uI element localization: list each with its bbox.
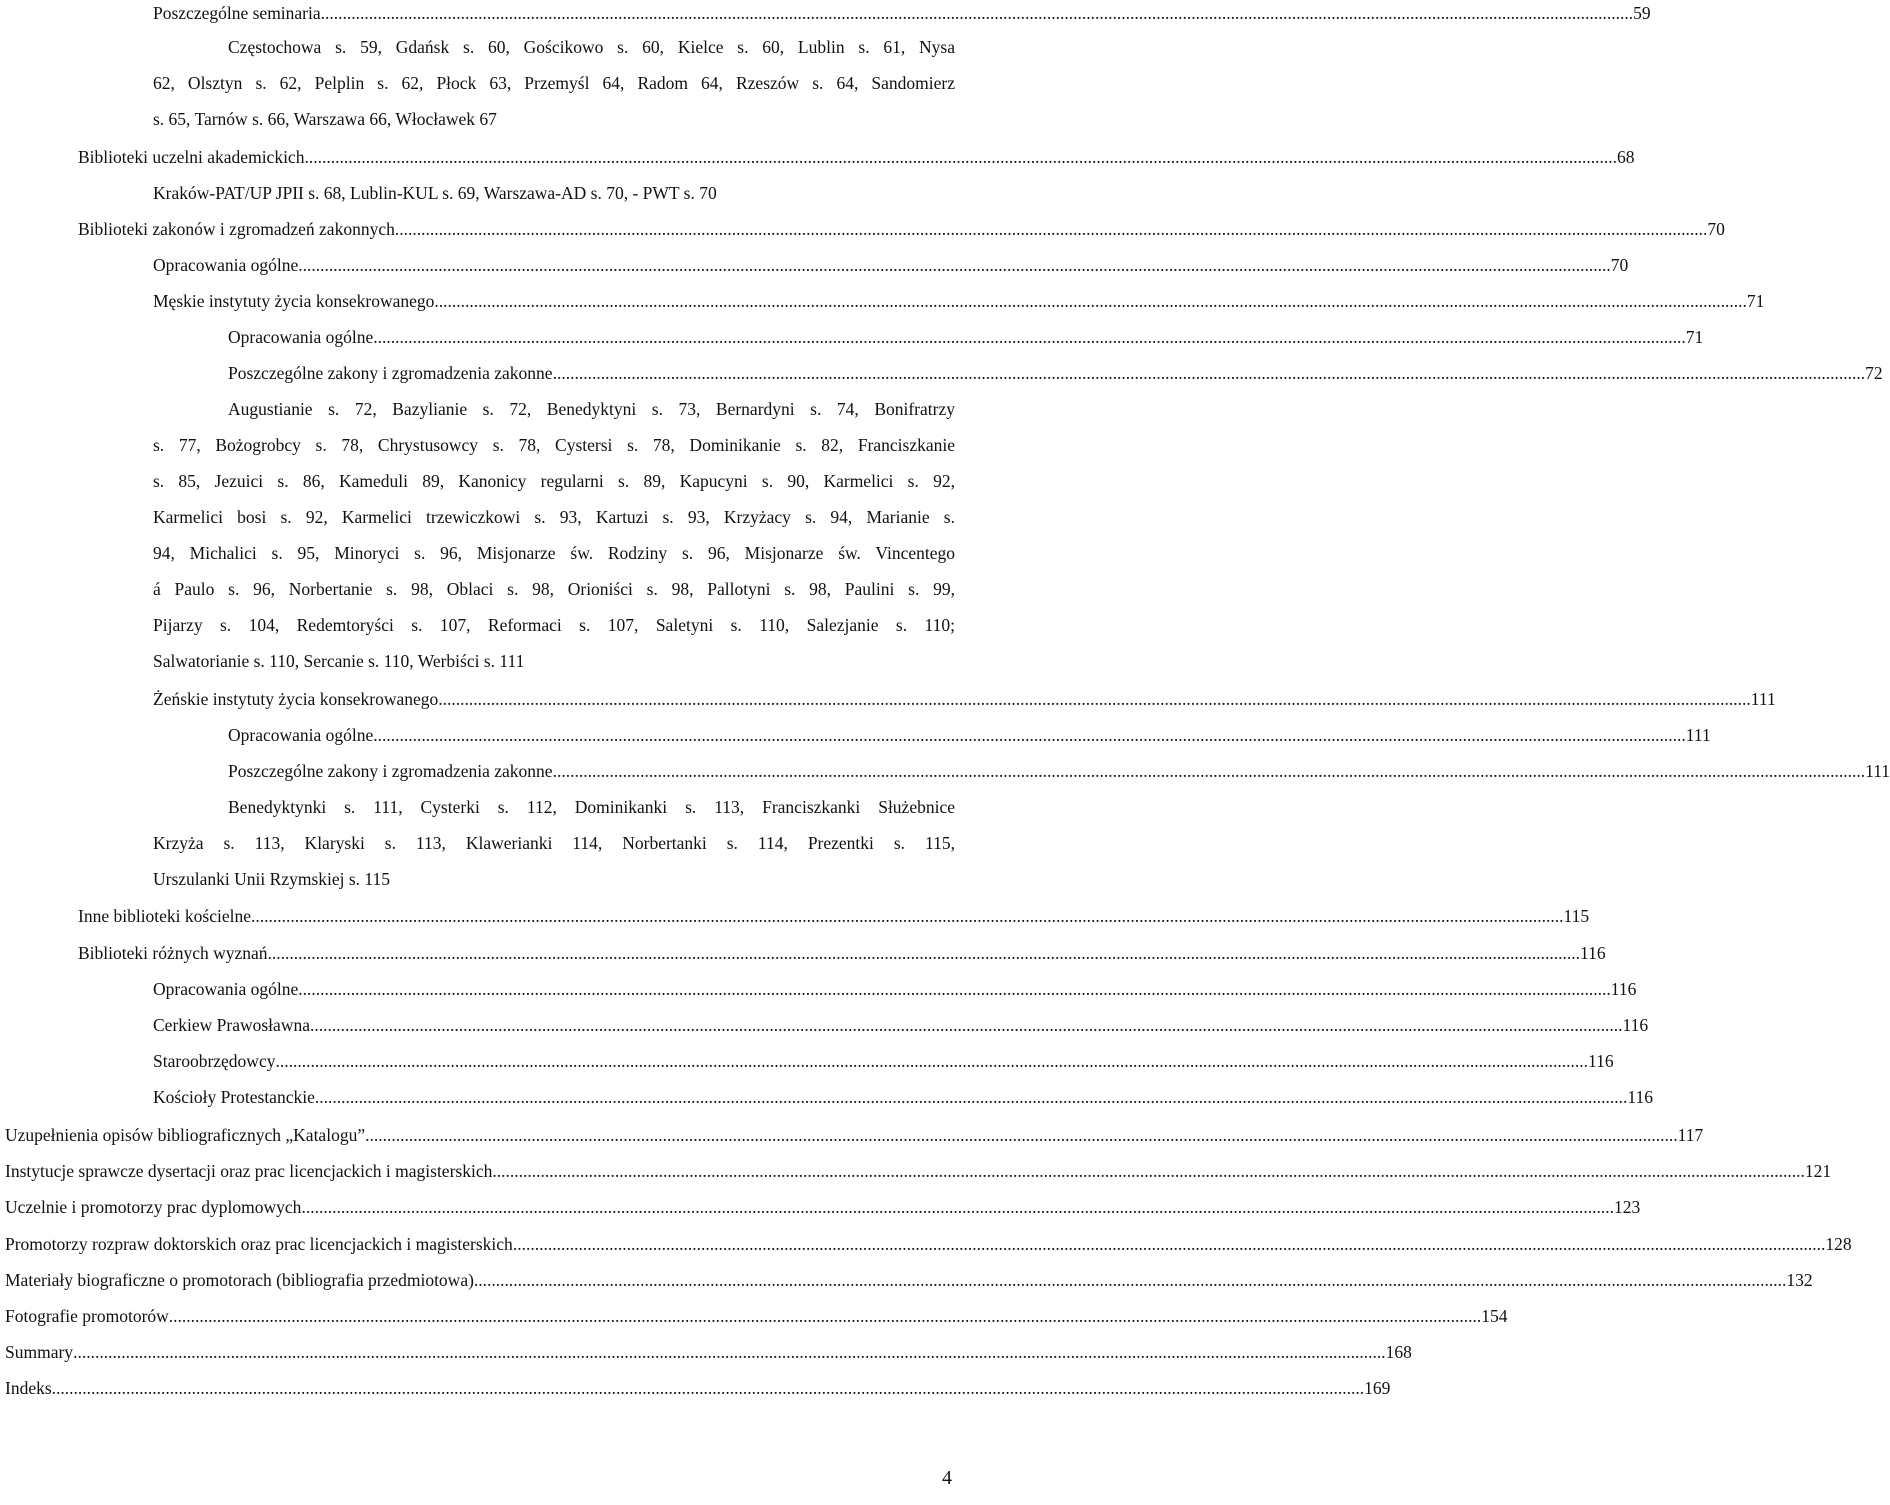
toc-entry xyxy=(228,758,1890,784)
toc-entry xyxy=(78,940,1606,966)
toc-entry-page: 132 xyxy=(1786,1270,1813,1290)
toc-leader-dots: ............................................................................................................................................................................................................................................................................................................ xyxy=(298,255,1611,275)
toc-leader-dots: ............................................................................................................................................................................................................................................................................................................ xyxy=(552,761,1866,781)
toc-leader-dots: ............................................................................................................................................................................................................................................................................................................ xyxy=(309,1015,1623,1035)
toc-entry-label: Uczelnie i promotorzy prac dyplomowych xyxy=(5,1197,302,1217)
toc-entry-page: 123 xyxy=(1613,1197,1641,1217)
toc-entry-page: 72 xyxy=(1865,363,1883,383)
toc-entry xyxy=(153,976,1637,1002)
toc-entry-page: 71 xyxy=(1685,327,1704,347)
toc-entry-page: 169 xyxy=(1364,1378,1391,1398)
toc-subentry-text: Krzyża s. 113, Klaryski s. 113, Klawerianki 114, Norbertanki s. 114, Prezentki s. 115, xyxy=(153,833,955,853)
toc-entry-page: 116 xyxy=(1610,979,1637,999)
toc-entry-label: Biblioteki różnych wyznań xyxy=(78,943,268,963)
toc-leader-dots: ............................................................................................................................................................................................................................................................................................................ xyxy=(365,1125,1678,1145)
toc-entry-page: 154 xyxy=(1481,1306,1508,1326)
toc-leader-dots: ............................................................................................................................................................................................................................................................................................................ xyxy=(438,689,1751,709)
toc-leader-dots: ............................................................................................................................................................................................................................................................................................................ xyxy=(304,147,1617,167)
toc-leader-dots: ............................................................................................................................................................................................................................................................................................................ xyxy=(275,1051,1588,1071)
toc-entry xyxy=(153,1084,1653,1110)
toc-entry-page: 116 xyxy=(1587,1051,1614,1071)
toc-entry-page: 117 xyxy=(1677,1125,1704,1145)
toc-leader-dots: ............................................................................................................................................................................................................................................................................................................ xyxy=(73,1342,1386,1362)
toc-subentry-text: s. 85, Jezuici s. 86, Kameduli 89, Kanonicy regularni s. 89, Kapucyni s. 90, Karmelici s. 92, xyxy=(153,471,955,491)
toc-entry-page: 111 xyxy=(1685,725,1711,745)
toc-entry-label: Biblioteki zakonów i zgromadzeń zakonnych xyxy=(78,219,395,239)
toc-leader-dots: ............................................................................................................................................................................................................................................................................................................ xyxy=(267,943,1581,963)
toc-entry-page: 168 xyxy=(1385,1342,1412,1362)
toc-entry xyxy=(153,1012,1649,1038)
toc-entry-page: 121 xyxy=(1804,1161,1832,1181)
toc-entry-page: 116 xyxy=(1622,1015,1649,1035)
toc-entry-label: Promotorzy rozpraw doktorskich oraz prac licencjackich i magisterskich xyxy=(5,1234,513,1254)
toc-subentry-text: 62, Olsztyn s. 62, Pelplin s. 62, Płock 63, Przemyśl 64, Radom 64, Rzeszów s. 64, Sandomierz xyxy=(153,73,955,93)
toc-entry xyxy=(153,1048,1614,1074)
toc-entry-label: Biblioteki uczelni akademickich xyxy=(78,147,305,167)
toc-entry-label: Indeks xyxy=(5,1378,52,1398)
toc-entry-page: 115 xyxy=(1563,906,1590,926)
toc-subentry-text: á Paulo s. 96, Norbertanie s. 98, Oblaci s. 98, Orioniści s. 98, Pallotyni s. 98, Paulini s. 99, xyxy=(153,579,955,599)
toc-leader-dots: ............................................................................................................................................................................................................................................................................................................ xyxy=(168,1306,1482,1326)
toc-leader-dots: ............................................................................................................................................................................................................................................................................................................ xyxy=(51,1378,1365,1398)
toc-entry xyxy=(5,1194,1641,1220)
toc-entry xyxy=(78,144,1635,170)
toc-entry-label: Materiały biograficzne o promotorach (bibliografia przedmiotowa) xyxy=(5,1270,474,1290)
toc-entry-label: Poszczególne zakony i zgromadzenia zakonne xyxy=(228,363,553,383)
toc-entry xyxy=(228,324,1704,350)
toc-entry-label: Kościoły Protestanckie xyxy=(153,1087,315,1107)
toc-leader-dots: ............................................................................................................................................................................................................................................................................................................ xyxy=(512,1234,1826,1254)
toc-entry-page: 70 xyxy=(1707,219,1725,239)
toc-leader-dots: ............................................................................................................................................................................................................................................................................................................ xyxy=(314,1087,1628,1107)
toc-leader-dots: ............................................................................................................................................................................................................................................................................................................ xyxy=(298,979,1611,999)
toc-entry xyxy=(5,1158,1832,1184)
toc-entry xyxy=(153,0,1651,26)
toc-entry-label: Cerkiew Prawosławna xyxy=(153,1015,310,1035)
toc-entry-page: 70 xyxy=(1610,255,1629,275)
toc-subentry-text: Częstochowa s. 59, Gdańsk s. 60, Gościkowo s. 60, Kielce s. 60, Lublin s. 61, Nysa xyxy=(228,37,955,57)
toc-subentry-text: Urszulanki Unii Rzymskiej s. 115 xyxy=(153,869,391,889)
toc-entry-label: Poszczególne seminaria xyxy=(153,3,321,23)
toc-subentry-text: s. 65, Tarnów s. 66, Warszawa 66, Włocławek 67 xyxy=(153,109,497,129)
toc-subentry-text: 94, Michalici s. 95, Minoryci s. 96, Misjonarze św. Rodziny s. 96, Misjonarze św. Vincentego xyxy=(153,543,955,563)
toc-entry-label: Opracowania ogólne xyxy=(153,979,299,999)
toc-entry-label: Męskie instytuty życia konsekrowanego xyxy=(153,291,435,311)
toc-entry-label: Inne biblioteki kościelne xyxy=(78,906,252,926)
toc-entry-page: 71 xyxy=(1746,291,1765,311)
toc-entry-label: Summary xyxy=(5,1342,74,1362)
toc-entry-page: 116 xyxy=(1580,943,1606,963)
toc-leader-dots: ............................................................................................................................................................................................................................................................................................................ xyxy=(373,725,1686,745)
toc-entry-page: 59 xyxy=(1633,3,1651,23)
toc-leader-dots: ............................................................................................................................................................................................................................................................................................................ xyxy=(320,3,1634,23)
toc-entry-page: 128 xyxy=(1825,1234,1852,1254)
toc-entry xyxy=(228,360,1883,386)
toc-entry-label: Fotografie promotorów xyxy=(5,1306,169,1326)
toc-entry-page: 111 xyxy=(1750,689,1776,709)
toc-entry-label: Opracowania ogólne xyxy=(153,255,299,275)
toc-entry xyxy=(5,1303,1508,1329)
toc-entry xyxy=(153,686,1776,712)
toc-entry-page: 111 xyxy=(1865,761,1890,781)
toc-subentry-text: Augustianie s. 72, Bazylianie s. 72, Benedyktyni s. 73, Bernardyni s. 74, Bonifratrzy xyxy=(228,399,955,419)
toc-subentry-text: Kraków-PAT/UP JPII s. 68, Lublin-KUL s. 69, Warszawa-AD s. 70, - PWT s. 70 xyxy=(153,183,717,203)
toc-entry-label: Staroobrzędowcy xyxy=(153,1051,276,1071)
toc-entry-label: Instytucje sprawcze dysertacji oraz prac licencjackich i magisterskich xyxy=(5,1161,493,1181)
toc-leader-dots: ............................................................................................................................................................................................................................................................................................................ xyxy=(434,291,1747,311)
toc-entry xyxy=(153,288,1765,314)
toc-entry xyxy=(228,722,1711,748)
toc-leader-dots: ............................................................................................................................................................................................................................................................................................................ xyxy=(251,906,1564,926)
toc-entry-label: Opracowania ogólne xyxy=(228,327,374,347)
toc-entry xyxy=(5,1267,1813,1293)
toc-entry-page: 116 xyxy=(1627,1087,1653,1107)
toc-leader-dots: ............................................................................................................................................................................................................................................................................................................ xyxy=(373,327,1686,347)
toc-entry xyxy=(5,1122,1704,1148)
toc-entry xyxy=(153,252,1629,278)
page-number: 4 xyxy=(942,1467,952,1489)
toc-entry xyxy=(5,1231,1852,1257)
toc-entry-label: Uzupełnienia opisów bibliograficznych „Katalogu” xyxy=(5,1125,366,1145)
toc-entry-label: Opracowania ogólne xyxy=(228,725,374,745)
toc-subentry-text: Salwatorianie s. 110, Sercanie s. 110, Werbiści s. 111 xyxy=(153,651,525,671)
toc-leader-dots: ............................................................................................................................................................................................................................................................................................................ xyxy=(301,1197,1614,1217)
toc-subentry-text: Pijarzy s. 104, Redemtoryści s. 107, Reformaci s. 107, Saletyni s. 110, Salezjanie s. 110; xyxy=(153,615,955,635)
toc-subentry-text: s. 77, Bożogrobcy s. 78, Chrystusowcy s. 78, Cystersi s. 78, Dominikanie s. 82, Franciszkanie xyxy=(153,435,955,455)
toc-leader-dots: ............................................................................................................................................................................................................................................................................................................ xyxy=(473,1270,1787,1290)
toc-entry xyxy=(5,1339,1412,1365)
toc-leader-dots: ............................................................................................................................................................................................................................................................................................................ xyxy=(394,219,1708,239)
toc-entry-label: Żeńskie instytuty życia konsekrowanego xyxy=(153,689,439,709)
toc-subentry-text: Benedyktynki s. 111, Cysterki s. 112, Dominikanki s. 113, Franciszkanki Służebnice xyxy=(228,797,955,817)
toc-entry-label: Poszczególne zakony i zgromadzenia zakonne xyxy=(228,761,553,781)
toc-entry xyxy=(78,903,1590,929)
toc-entry-page: 68 xyxy=(1616,147,1635,167)
toc-leader-dots: ............................................................................................................................................................................................................................................................................................................ xyxy=(552,363,1866,383)
toc-entry xyxy=(78,216,1725,242)
toc-leader-dots: ............................................................................................................................................................................................................................................................................................................ xyxy=(492,1161,1805,1181)
toc-entry xyxy=(5,1375,1391,1401)
toc-subentry-text: Karmelici bosi s. 92, Karmelici trzewiczkowi s. 93, Kartuzi s. 93, Krzyżacy s. 94, Marianie s. xyxy=(153,507,955,527)
